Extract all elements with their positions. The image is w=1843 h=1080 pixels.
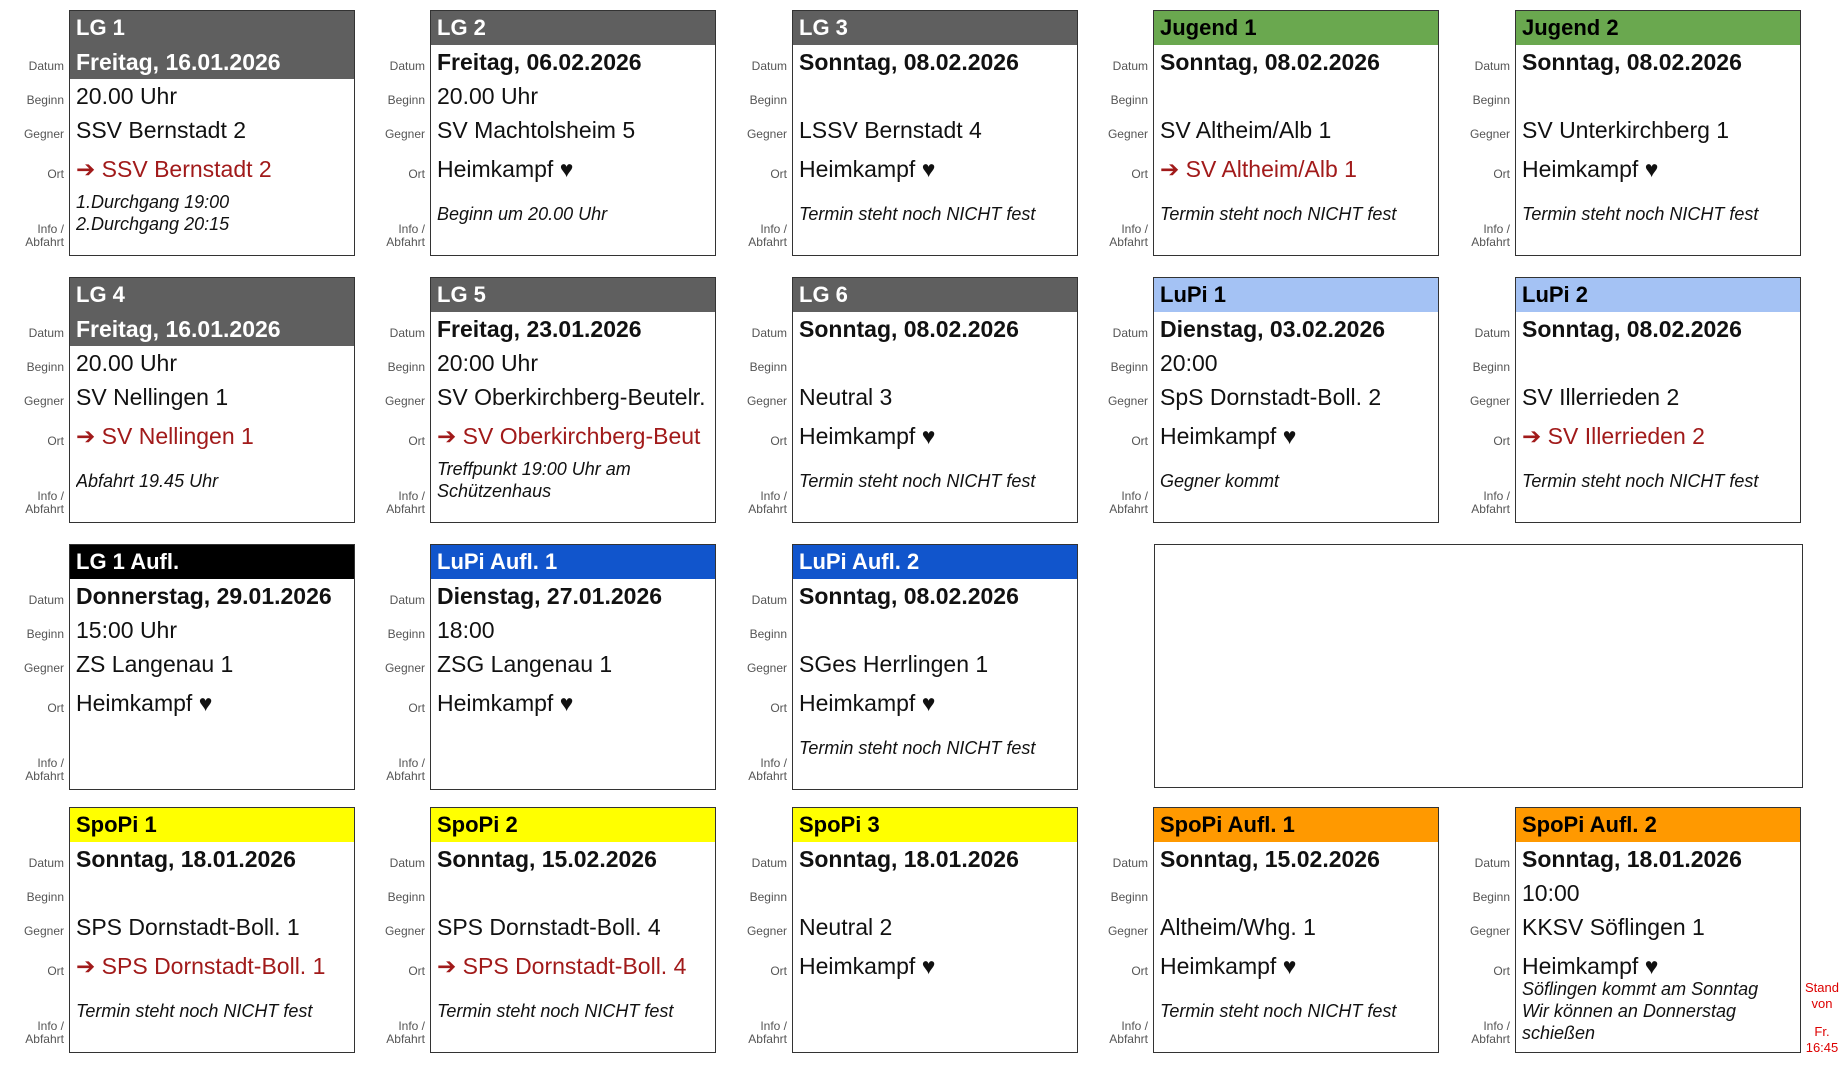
info-line: Termin steht noch NICHT fest	[76, 1001, 313, 1021]
field-label: Info /	[37, 1019, 64, 1033]
match-date: Sonntag, 08.02.2026	[1160, 49, 1380, 75]
match-date: Dienstag, 03.02.2026	[1160, 316, 1386, 342]
team-card	[723, 277, 1036, 523]
field-label: Beginn	[749, 627, 787, 641]
field-label: Ort	[1131, 964, 1148, 978]
info-line: Termin steht noch NICHT fest	[799, 471, 1036, 491]
field-label: Ort	[408, 701, 425, 715]
team-card	[361, 10, 647, 256]
team-card	[1446, 10, 1759, 256]
field-label: Info /	[398, 222, 425, 236]
field-label: Info /	[1483, 222, 1510, 236]
field-label: Gegner	[746, 127, 787, 141]
field-label: Info /	[1121, 1019, 1148, 1033]
match-location: ➔ SPS Dornstadt-Boll. 4	[437, 953, 687, 979]
card-box	[792, 277, 1078, 523]
field-label: Ort	[770, 964, 787, 978]
field-label: Datum	[389, 856, 425, 870]
field-label: Info /	[398, 756, 425, 770]
card-box	[1153, 10, 1439, 256]
match-opponent: KKSV Söflingen 1	[1522, 914, 1705, 940]
stand-line: Stand	[1805, 980, 1839, 995]
team-card	[1446, 277, 1759, 523]
field-label: Gegner	[746, 394, 787, 408]
field-label: Beginn	[387, 890, 425, 904]
field-label: Abfahrt	[25, 502, 64, 516]
info-line: Termin steht noch NICHT fest	[1522, 471, 1759, 491]
info-line: Termin steht noch NICHT fest	[1160, 1001, 1397, 1021]
match-date: Sonntag, 08.02.2026	[799, 49, 1019, 75]
card-box	[69, 10, 355, 256]
field-label: Info /	[398, 1019, 425, 1033]
match-begin	[799, 613, 1073, 647]
match-begin	[1522, 346, 1796, 380]
field-label: Abfahrt	[748, 502, 787, 516]
match-opponent: SV Oberkirchberg-Beutelr.	[437, 384, 706, 410]
team-name: SpoPi 1	[70, 808, 354, 842]
row-labels	[1084, 277, 1152, 523]
match-begin	[1160, 876, 1434, 910]
row-labels	[723, 544, 791, 790]
field-label: Gegner	[1107, 924, 1148, 938]
card-box	[1515, 10, 1801, 256]
field-label: Beginn	[1110, 890, 1148, 904]
field-label: Datum	[1474, 326, 1510, 340]
stand-note	[1802, 980, 1842, 1056]
field-label: Datum	[1112, 59, 1148, 73]
row-labels	[1446, 277, 1514, 523]
match-location: Heimkampf ♥	[76, 690, 213, 716]
field-label: Gegner	[384, 924, 425, 938]
field-label: Info /	[760, 222, 787, 236]
field-label: Datum	[28, 326, 64, 340]
field-label: Abfahrt	[1109, 502, 1148, 516]
match-info	[1160, 470, 1434, 492]
match-location: Heimkampf ♥	[437, 156, 574, 182]
card-box	[430, 10, 716, 256]
team-card	[723, 807, 1019, 1053]
stand-line: 16:45	[1805, 1040, 1839, 1055]
row-labels	[0, 10, 68, 256]
field-label: Datum	[751, 593, 787, 607]
team-name: LG 2	[431, 11, 715, 45]
team-card	[1084, 807, 1397, 1053]
match-opponent: ZSG Langenau 1	[437, 651, 613, 677]
match-location: Heimkampf ♥	[1522, 953, 1659, 979]
field-label: Abfahrt	[1109, 235, 1148, 249]
match-begin: 20.00 Uhr	[437, 83, 539, 109]
card-box	[792, 544, 1078, 790]
field-label: Ort	[408, 167, 425, 181]
field-label: Beginn	[749, 360, 787, 374]
field-label: Info /	[760, 1019, 787, 1033]
match-begin: 20.00 Uhr	[76, 350, 178, 376]
match-date: Sonntag, 18.01.2026	[76, 846, 296, 872]
field-label: Info /	[1483, 1019, 1510, 1033]
field-label: Beginn	[26, 360, 64, 374]
match-info	[1522, 978, 1796, 1044]
info-line: Termin steht noch NICHT fest	[437, 1001, 674, 1021]
field-label: Info /	[1483, 489, 1510, 503]
field-label: Abfahrt	[386, 769, 425, 783]
match-opponent: SPS Dornstadt-Boll. 4	[437, 914, 661, 940]
field-label: Abfahrt	[25, 769, 64, 783]
row-labels	[723, 10, 791, 256]
field-label: Gegner	[1469, 924, 1510, 938]
field-label: Info /	[37, 222, 64, 236]
match-opponent: Neutral 2	[799, 914, 893, 940]
match-opponent: Neutral 3	[799, 384, 893, 410]
team-card	[0, 10, 286, 256]
row-labels	[361, 10, 429, 256]
field-label: Datum	[751, 59, 787, 73]
row-labels	[361, 277, 429, 523]
info-line: 1.Durchgang 19:00	[76, 192, 230, 212]
field-label: Beginn	[1472, 360, 1510, 374]
match-location: Heimkampf ♥	[799, 953, 936, 979]
field-label: Gegner	[23, 394, 64, 408]
match-begin	[1160, 79, 1434, 113]
match-location: Heimkampf ♥	[1160, 423, 1297, 449]
row-labels	[361, 807, 429, 1053]
info-line: 2.Durchgang 20:15	[76, 214, 230, 234]
team-name: LG 3	[793, 11, 1077, 45]
field-label: Datum	[389, 326, 425, 340]
match-info	[1522, 203, 1796, 225]
match-begin	[799, 876, 1073, 910]
field-label: Datum	[751, 326, 787, 340]
match-begin: 18:00	[437, 617, 495, 643]
field-label: Beginn	[1110, 93, 1148, 107]
match-info	[799, 470, 1073, 492]
team-card	[723, 544, 1036, 790]
field-label: Abfahrt	[1471, 502, 1510, 516]
field-label: Abfahrt	[386, 502, 425, 516]
field-label: Info /	[37, 756, 64, 770]
row-labels	[0, 807, 68, 1053]
match-location: ➔ SV Illerrieden 2	[1522, 423, 1705, 449]
field-label: Info /	[760, 489, 787, 503]
field-label: Abfahrt	[748, 769, 787, 783]
match-date: Sonntag, 15.02.2026	[1160, 846, 1380, 872]
field-label: Datum	[389, 593, 425, 607]
field-label: Gegner	[23, 661, 64, 675]
match-opponent: SV Machtolsheim 5	[437, 117, 636, 143]
team-name: LG 4	[70, 278, 354, 312]
card-box	[792, 10, 1078, 256]
match-begin: 10:00	[1522, 880, 1580, 906]
field-label: Datum	[28, 593, 64, 607]
team-name: LuPi 1	[1154, 278, 1438, 312]
field-label: Abfahrt	[25, 1032, 64, 1046]
match-info	[437, 458, 711, 502]
team-name: SpoPi Aufl. 2	[1516, 808, 1800, 842]
field-label: Gegner	[384, 661, 425, 675]
team-card	[1084, 277, 1386, 523]
field-label: Ort	[408, 434, 425, 448]
team-name: LuPi 2	[1516, 278, 1800, 312]
field-label: Beginn	[387, 93, 425, 107]
match-begin	[799, 79, 1073, 113]
team-name: Jugend 2	[1516, 11, 1800, 45]
team-name: LG 6	[793, 278, 1077, 312]
field-label: Gegner	[384, 394, 425, 408]
field-label: Datum	[389, 59, 425, 73]
empty-panel	[1154, 544, 1803, 788]
field-label: Datum	[28, 856, 64, 870]
match-opponent: SV Unterkirchberg 1	[1522, 117, 1730, 143]
match-opponent: SV Illerrieden 2	[1522, 384, 1680, 410]
field-label: Beginn	[26, 93, 64, 107]
match-location: ➔ SV Nellingen 1	[76, 423, 254, 449]
field-label: Ort	[1131, 434, 1148, 448]
stand-line: von	[1811, 996, 1833, 1011]
match-info	[799, 203, 1073, 225]
match-date: Freitag, 16.01.2026	[70, 312, 354, 346]
team-name: Jugend 1	[1154, 11, 1438, 45]
match-begin	[437, 876, 711, 910]
card-box	[1153, 277, 1439, 523]
field-label: Beginn	[749, 93, 787, 107]
field-label: Ort	[1493, 964, 1510, 978]
card-box	[430, 277, 716, 523]
match-date: Freitag, 23.01.2026	[437, 316, 642, 342]
field-label: Ort	[47, 964, 64, 978]
field-label: Beginn	[749, 890, 787, 904]
field-label: Ort	[1493, 167, 1510, 181]
team-name: SpoPi Aufl. 1	[1154, 808, 1438, 842]
info-line: Termin steht noch NICHT fest	[1160, 204, 1397, 224]
match-date: Sonntag, 08.02.2026	[799, 583, 1019, 609]
info-line: Beginn um 20.00 Uhr	[437, 204, 608, 224]
info-line: Abfahrt 19.45 Uhr	[76, 471, 219, 491]
match-begin	[76, 876, 350, 910]
field-label: Gegner	[384, 127, 425, 141]
field-label: Gegner	[23, 924, 64, 938]
field-label: Ort	[408, 964, 425, 978]
team-card	[361, 544, 663, 790]
match-location: Heimkampf ♥	[437, 690, 574, 716]
field-label: Ort	[770, 701, 787, 715]
team-name: LuPi Aufl. 1	[431, 545, 715, 579]
info-line: Termin steht noch NICHT fest	[799, 738, 1036, 758]
team-card	[361, 807, 687, 1053]
field-label: Gegner	[1107, 127, 1148, 141]
match-begin: 20:00	[1160, 350, 1218, 376]
field-label: Info /	[1121, 489, 1148, 503]
team-card	[0, 544, 332, 790]
field-label: Gegner	[746, 924, 787, 938]
team-card	[361, 277, 706, 523]
match-location: Heimkampf ♥	[799, 690, 936, 716]
field-label: Ort	[47, 701, 64, 715]
field-label: Abfahrt	[1471, 235, 1510, 249]
field-label: Ort	[1493, 434, 1510, 448]
row-labels	[0, 277, 68, 523]
match-opponent: LSSV Bernstadt 4	[799, 117, 982, 143]
field-label: Beginn	[1472, 890, 1510, 904]
match-info	[76, 1000, 350, 1022]
field-label: Info /	[1121, 222, 1148, 236]
row-labels	[1084, 807, 1152, 1053]
team-name: LG 1 Aufl.	[70, 545, 354, 579]
info-line: schießen	[1522, 1023, 1596, 1043]
row-labels	[1446, 807, 1514, 1053]
info-line: Wir können an Donnerstag	[1522, 1001, 1736, 1021]
match-date: Freitag, 06.02.2026	[437, 49, 642, 75]
match-location: ➔ SPS Dornstadt-Boll. 1	[76, 953, 326, 979]
field-label: Datum	[28, 59, 64, 73]
field-label: Gegner	[1107, 394, 1148, 408]
team-card	[723, 10, 1036, 256]
stand-line: Fr.	[1814, 1024, 1830, 1039]
match-info	[76, 191, 350, 235]
card-box	[1153, 807, 1439, 1053]
team-name: SpoPi 2	[431, 808, 715, 842]
match-location: Heimkampf ♥	[1522, 156, 1659, 182]
match-begin: 20:00 Uhr	[437, 350, 539, 376]
field-label: Gegner	[746, 661, 787, 675]
match-opponent: SGes Herrlingen 1	[799, 651, 989, 677]
field-label: Abfahrt	[1471, 1032, 1510, 1046]
field-label: Datum	[1474, 856, 1510, 870]
match-begin: 20.00 Uhr	[76, 83, 178, 109]
match-date: Donnerstag, 29.01.2026	[76, 583, 332, 609]
match-date: Sonntag, 08.02.2026	[1522, 49, 1742, 75]
team-name: LG 5	[431, 278, 715, 312]
row-labels	[1446, 10, 1514, 256]
team-name: LuPi Aufl. 2	[793, 545, 1077, 579]
match-date: Sonntag, 15.02.2026	[437, 846, 657, 872]
card-box	[430, 807, 716, 1053]
match-date: Dienstag, 27.01.2026	[437, 583, 663, 609]
match-date: Sonntag, 08.02.2026	[1522, 316, 1742, 342]
match-begin	[799, 346, 1073, 380]
match-location: Heimkampf ♥	[799, 423, 936, 449]
field-label: Ort	[1131, 167, 1148, 181]
match-begin: 15:00 Uhr	[76, 617, 178, 643]
info-line: Schützenhaus	[437, 481, 552, 501]
match-location: ➔ SV Altheim/Alb 1	[1160, 156, 1357, 182]
field-label: Ort	[770, 434, 787, 448]
field-label: Abfahrt	[748, 1032, 787, 1046]
team-card	[0, 807, 326, 1053]
match-info	[1522, 470, 1796, 492]
field-label: Info /	[760, 756, 787, 770]
match-location: ➔ SSV Bernstadt 2	[76, 156, 272, 182]
match-opponent: ZS Langenau 1	[76, 651, 234, 677]
match-opponent: SV Altheim/Alb 1	[1160, 117, 1332, 143]
match-info	[76, 470, 350, 492]
field-label: Datum	[751, 856, 787, 870]
match-location: ➔ SV Oberkirchberg-Beut	[437, 423, 701, 449]
info-line: Gegner kommt	[1160, 471, 1280, 491]
match-info	[437, 1000, 711, 1022]
match-info	[799, 737, 1073, 759]
team-name: SpoPi 3	[793, 808, 1077, 842]
info-line: Termin steht noch NICHT fest	[799, 204, 1036, 224]
match-opponent: SpS Dornstadt-Boll. 2	[1160, 384, 1382, 410]
field-label: Gegner	[1469, 394, 1510, 408]
field-label: Beginn	[26, 627, 64, 641]
field-label: Info /	[37, 489, 64, 503]
field-label: Beginn	[387, 627, 425, 641]
field-label: Abfahrt	[386, 235, 425, 249]
match-location: Heimkampf ♥	[799, 156, 936, 182]
team-card	[1084, 10, 1397, 256]
card-box	[1515, 277, 1801, 523]
info-line: Termin steht noch NICHT fest	[1522, 204, 1759, 224]
field-label: Info /	[398, 489, 425, 503]
card-box	[430, 544, 716, 790]
field-label: Datum	[1112, 326, 1148, 340]
match-begin	[1522, 79, 1796, 113]
card-box	[69, 277, 355, 523]
card-box	[69, 544, 355, 790]
match-info	[437, 203, 711, 225]
field-label: Ort	[47, 434, 64, 448]
field-label: Gegner	[1469, 127, 1510, 141]
field-label: Datum	[1474, 59, 1510, 73]
field-label: Beginn	[26, 890, 64, 904]
match-opponent: SPS Dornstadt-Boll. 1	[76, 914, 300, 940]
match-info	[1160, 1000, 1434, 1022]
match-info	[1160, 203, 1434, 225]
info-line: Treffpunkt 19:00 Uhr am	[437, 459, 631, 479]
row-labels	[361, 544, 429, 790]
team-name: LG 1	[70, 11, 354, 45]
match-date: Sonntag, 18.01.2026	[799, 846, 1019, 872]
card-box	[1515, 807, 1801, 1053]
match-opponent: SV Nellingen 1	[76, 384, 229, 410]
field-label: Abfahrt	[1109, 1032, 1148, 1046]
row-labels	[723, 807, 791, 1053]
field-label: Beginn	[387, 360, 425, 374]
team-card	[1446, 807, 1759, 1053]
field-label: Abfahrt	[748, 235, 787, 249]
row-labels	[0, 544, 68, 790]
field-label: Abfahrt	[25, 235, 64, 249]
match-date: Freitag, 16.01.2026	[70, 45, 354, 79]
field-label: Ort	[47, 167, 64, 181]
field-label: Ort	[770, 167, 787, 181]
team-card	[0, 277, 286, 523]
match-date: Sonntag, 08.02.2026	[799, 316, 1019, 342]
field-label: Beginn	[1472, 93, 1510, 107]
match-opponent: SSV Bernstadt 2	[76, 117, 247, 143]
field-label: Abfahrt	[386, 1032, 425, 1046]
row-labels	[723, 277, 791, 523]
field-label: Gegner	[23, 127, 64, 141]
match-location: Heimkampf ♥	[1160, 953, 1297, 979]
match-date: Sonntag, 18.01.2026	[1522, 846, 1742, 872]
field-label: Beginn	[1110, 360, 1148, 374]
row-labels	[1084, 10, 1152, 256]
field-label: Datum	[1112, 856, 1148, 870]
match-opponent: Altheim/Whg. 1	[1160, 914, 1316, 940]
card-box	[69, 807, 355, 1053]
info-line: Söflingen kommt am Sonntag	[1522, 979, 1759, 999]
card-box	[792, 807, 1078, 1053]
